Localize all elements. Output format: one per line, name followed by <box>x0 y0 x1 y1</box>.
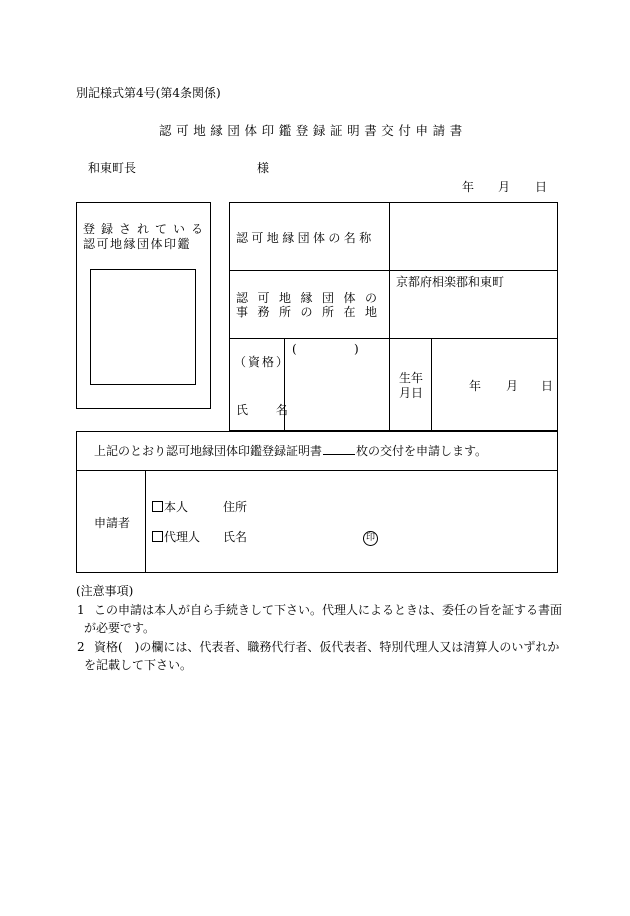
org-name-field[interactable] <box>390 203 557 270</box>
office-address-value[interactable]: 京都府相楽郡和東町 <box>396 275 505 289</box>
note-2-number: 2 <box>77 640 85 654</box>
office-label-line1: 認可地縁団体の <box>236 291 387 305</box>
self-checkbox[interactable] <box>152 501 163 512</box>
name-label: 氏 名 <box>236 403 300 417</box>
note-1-number: 1 <box>77 603 85 617</box>
date-year: 年 <box>462 180 475 194</box>
self-label: 本人 <box>164 500 189 514</box>
note-1-line1: この申請は本人が自ら手続きして下さい。代理人によるときは、委任の旨を証する書面 <box>94 603 563 617</box>
note-2-line2: を記載して下さい。 <box>84 658 193 672</box>
qualification-paren-close: ) <box>354 342 359 356</box>
seal-impression-area[interactable] <box>90 269 196 385</box>
applicant-column-divider <box>145 470 146 573</box>
applicant-proxy-option[interactable] <box>152 530 200 544</box>
birth-label-line1: 生年 <box>399 371 424 385</box>
address-label: 住所 <box>223 500 248 514</box>
addressee-name: 和東町長 <box>88 161 137 175</box>
seal-mark <box>363 529 378 546</box>
form-reference: 別記様式第4号(第4条関係) <box>76 86 221 100</box>
notes-heading: (注意事項) <box>76 584 134 598</box>
birth-label-line2: 月日 <box>399 386 424 400</box>
office-label-line2: 事務所の所在地 <box>236 305 387 319</box>
seal-mark-icon: 印 <box>363 531 378 546</box>
date-day: 日 <box>535 180 548 194</box>
table-row-divider <box>229 270 558 271</box>
request-text-after: 枚の交付を申請します。 <box>356 444 488 458</box>
request-statement <box>94 444 487 458</box>
note-2-line1: 資格( )の欄には、代表者、職務代行者、仮代表者、特別代理人又は清算人のいずれか <box>94 640 560 654</box>
qualification-paren-open: ( <box>292 342 297 356</box>
seal-box-caption-line2: 認可地縁団体印鑑 <box>83 237 192 251</box>
applicant-self-option[interactable] <box>152 500 188 514</box>
representative-name-field[interactable] <box>285 339 389 430</box>
proxy-checkbox[interactable] <box>152 531 163 542</box>
proxy-label: 代理人 <box>164 530 201 544</box>
date-month: 月 <box>498 180 511 194</box>
seal-box-caption-line1: 登録されている <box>83 222 210 236</box>
birth-year: 年 <box>469 379 482 393</box>
qualification-label: （資格） <box>234 355 291 369</box>
org-name-label: 認可地縁団体の名称 <box>236 231 375 245</box>
note-1-line2: が必要です。 <box>84 621 156 635</box>
form-title: 認可地縁団体印鑑登録証明書交付申請書 <box>159 123 467 138</box>
addressee-honorific: 様 <box>257 161 270 175</box>
table-row-divider <box>229 338 558 339</box>
request-text-before: 上記のとおり認可地縁団体印鑑登録証明書 <box>94 444 323 458</box>
table-column-divider <box>431 338 432 431</box>
applicant-label: 申請者 <box>94 516 131 530</box>
birth-day: 日 <box>541 379 554 393</box>
applicant-name-label: 氏名 <box>223 530 248 544</box>
copies-count-field[interactable] <box>323 444 355 455</box>
birth-month: 月 <box>506 379 519 393</box>
request-divider <box>76 470 558 471</box>
